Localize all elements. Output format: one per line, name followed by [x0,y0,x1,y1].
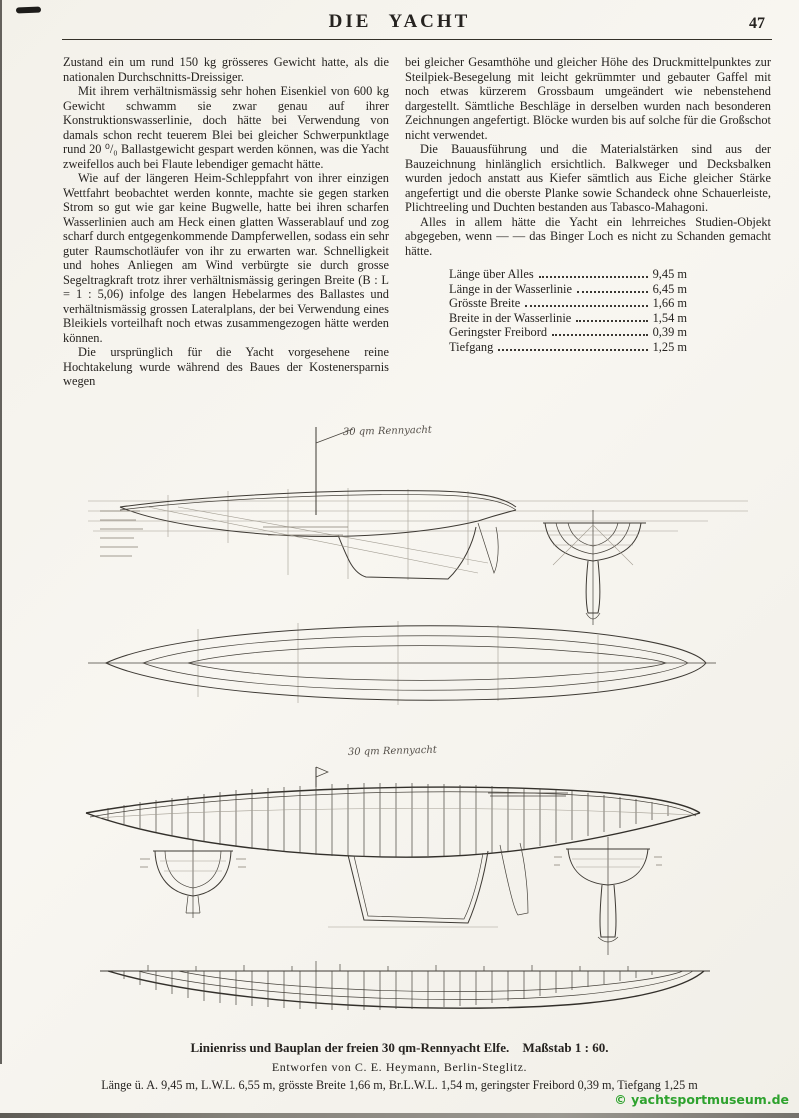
paragraph: Mit ihrem verhältnismässig sehr hohen Eisenkiel von 600 kg Gewicht schwamm sie zwar genau auf ihrer Konstruktionswasserlinie, doch hätte bei Verwendung von damals schon recht teuerem Blei bei gleicher Schwerpunktlage rund 20 ⁰/₀ Ballastgewicht gespart werden können, was die Yacht zweifellos auch bei Flaute lebendiger gemacht hätte. [63,84,389,171]
profile-plan [88,425,748,580]
dot-leader [539,276,648,278]
measure-value: 9,45 m [652,267,687,281]
construction-plan-view [100,961,710,1010]
measurements-table [449,267,687,355]
paragraph: Wie auf der längeren Heim-Schleppfahrt von ihrer einzigen Wettfahrt beobachtet werden konnte, machte sie gegen starken Strom so gut wie gar keine Bugwelle, hatte bei ihren scharfen Wasserlinien auch am Heck einen glatten Wasserablauf und zog scharf durch entgegenkommende Dampferwellen, sodass ein sehr guter Raumschotläufer von ihr zu erwarten war. Schnelligkeit und hohes Anliegen am Wind verbürgte sie durch grosse Segeltragkraft trotz ihrer verhältnismässig geringen Breite (B : L = 1 : 5,06) infolge des langen Hebelarmes des Ballastes und verhältnismässig grossen Lateralplans, der bei Verwendung eines Bleikiels vorteilhaft noch etwas zusammengezogen hätte werden können. [63,171,389,345]
measure-value: 1,25 m [652,339,687,354]
paragraph: Zustand ein um rund 150 kg grösseres Gewicht hatte, als die nationalen Durchschnitts-Dreissiger. [63,55,389,84]
dot-leader [576,320,647,322]
figure-caption [0,1040,799,1093]
section-detail-fin [554,837,662,955]
measure-value: 1,66 m [652,296,687,311]
table-row [449,311,687,326]
table-row [449,325,687,340]
page-number: 47 [749,15,765,32]
dot-leader [577,291,648,293]
measure-label: Geringster Freibord [449,325,548,340]
measure-label: Grösste Breite [449,296,521,311]
dot-leader [525,305,647,307]
measure-value: 0,39 m [652,325,687,340]
dot-leader [498,349,647,351]
scan-edge-bottom [0,1113,799,1118]
dot-leader [552,334,648,336]
paragraph: Die ursprünglich für die Yacht vorgesehene reine Hochtakelung wurde während des Baues der Kostenersparnis wegen [63,345,389,388]
table-row [449,340,687,355]
lines-plan-svg [48,415,788,1040]
caption-title: Linienriss und Bauplan der freien 30 qm-Rennyacht Elfe. [190,1040,510,1055]
measure-label: Länge in der Wasserlinie [449,281,572,296]
paragraph: Alles in allem hätte die Yacht ein lehrreiches Studien-Objekt abgegeben, wenn — — das Binger Loch es nicht zu Schanden gemacht hätte. [405,214,771,258]
half-breadth-plan [88,621,716,705]
page-title: DIE YACHT [328,11,471,32]
yacht-lines-drawing [48,415,788,1045]
measure-label: Länge über Alles [449,267,534,281]
measure-label: Tiefgang [449,339,494,354]
handwritten-plan-label: 30 qm Rennyacht [342,424,433,438]
table-row [449,267,687,282]
column-left [63,55,389,389]
section-detail-forward [140,840,246,918]
measure-value: 1,54 m [652,310,687,325]
paragraph: Die Bauausführung und die Materialstärken sind aus der Bauzeichnung hinlänglich ersichtlich. Balkweger und Decksbalken wurden jedoch anstatt aus Kiefer sämtlich aus Eiche gleicher Stärke angefertigt und die oberste Planke sowie Schandeck ohne Schauerleiste, Plichtreeling und Duchten bestanden aus Tabasco-Mahagoni. [405,142,771,214]
caption-scale: Maßstab 1 : 60. [522,1040,609,1055]
caption-dimensions: Länge ü. A. 9,45 m, L.W.L. 6,55 m, grösste Breite 1,66 m, Br.L.W.L. 1,54 m, geringster Freibord 0,39 m, Tiefgang 1,25 m [101,1078,698,1092]
article-body [63,55,771,389]
table-row [449,282,687,297]
scan-edge-left [0,0,2,1064]
body-plan [543,510,646,625]
handwritten-construction-label: 30 qm Rennyacht [347,744,438,758]
watermark: © yachtsportmuseum.de [614,1092,789,1107]
column-right [405,55,771,389]
table-row [449,296,687,311]
caption-title-line [0,1040,799,1056]
paragraph: bei gleicher Gesamthöhe und gleicher Höhe des Druckmittelpunktes zur Steilpiek-Besegelung mit leicht gekrümmter und gebauter Gaffel mit noch etwas kürzerem Grossbaum umgeändert wie nebenstehend dargestellt. Sämtliche Beschläge in derselben wurden nach besonderen Zeichnungen angefertigt. Blöcke wurden bis auf solche für die Großschot nicht verwendet. [405,55,771,142]
measure-label: Breite in der Wasserlinie [449,310,572,325]
header-divider [62,39,772,40]
caption-designer: Entworfen von C. E. Heymann, Berlin-Steglitz. [271,1060,528,1074]
measure-value: 6,45 m [652,281,687,296]
